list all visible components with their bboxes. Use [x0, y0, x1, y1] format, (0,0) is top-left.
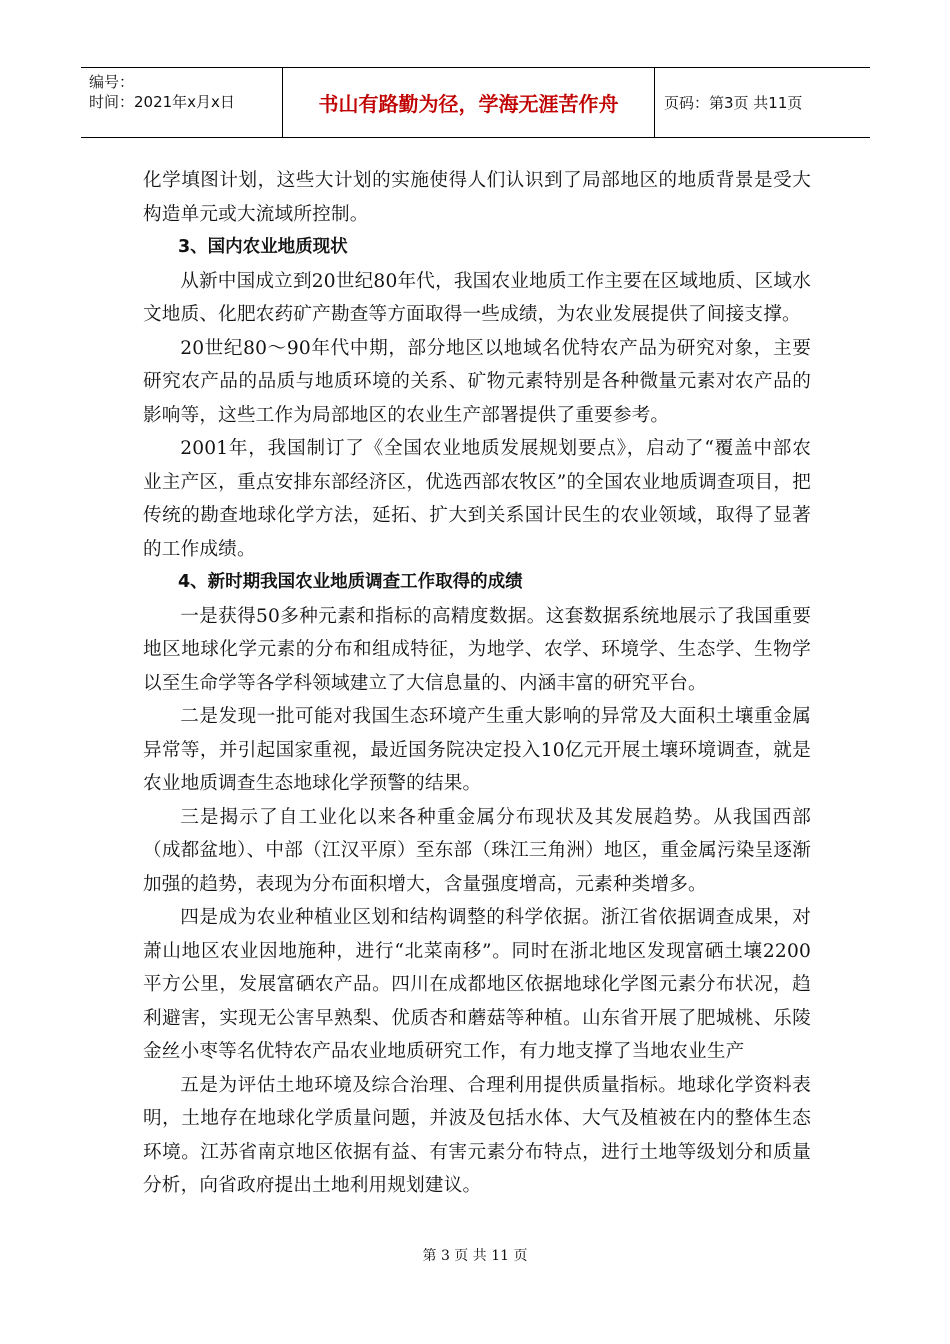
paragraph: 从新中国成立到20世纪80年代，我国农业地质工作主要在区域地质、区域水文地质、化肥农药矿产勘查等方面取得一些成绩，为农业发展提供了间接支撑。 [143, 270, 811, 325]
paragraph-continued: 化学填图计划，这些大计划的实施使得人们认识到了局部地区的地质背景是受大构造单元或大流域所控制。 [143, 170, 811, 225]
paragraph: 三是揭示了自工业化以来各种重金属分布现状及其发展趋势。从我国西部（成都盆地）、中部（江汉平原）至东部（珠江三角洲）地区，重金属污染呈逐渐加强的趋势，表现为分布面积增大，含量强度增高，元素种类增多。 [143, 806, 811, 895]
document-date: 时间：2021年x月x日 [89, 93, 235, 111]
paragraph: 一是获得50多种元素和指标的高精度数据。这套数据系统地展示了我国重要地区地球化学元素的分布和组成特征，为地学、农学、环境学、生态学、生物学以至生命学等各学科领域建立了大信息量的、内涵丰富的研究平台。 [143, 605, 811, 694]
header-page-number: 页码：第3页 共11页 [664, 94, 803, 112]
header-meta [81, 68, 283, 137]
document-body [143, 164, 811, 1203]
paragraph: 二是发现一批可能对我国生态环境产生重大影响的异常及大面积土壤重金属异常等，并引起国家重视，最近国务院决定投入10亿元开展土壤环境调查，就是农业地质调查生态地球化学预警的结果。 [143, 706, 811, 794]
document-number: 编号： [89, 73, 135, 91]
paragraph: 2001年，我国制订了《全国农业地质发展规划要点》，启动了“覆盖中部农业主产区，重点安排东部经济区，优选西部农牧区”的全国农业地质调查项目，把传统的勘查地球化学方法，延拓、扩大到关系国计民生的农业领域，取得了显著的工作成绩。 [143, 438, 811, 560]
page-footer: 第 3 页 共 11 页 [422, 1248, 528, 1264]
header-motto: 书山有路勤为径，学海无涯苦作舟 [283, 68, 655, 137]
section-heading-4: 4、新时期我国农业地质调查工作取得的成绩 [178, 572, 523, 592]
paragraph: 四是成为农业种植业区划和结构调整的科学依据。浙江省依据调查成果，对萧山地区农业因地施种，进行“北菜南移”。同时在浙北地区发现富硒土壤2200平方公里，发展富硒农产品。四川在成都地区依据地球化学图元素分布状况，趋利避害，实现无公害早熟梨、优质杏和蘑菇等种植。山东省开展了肥城桃、乐陵金丝小枣等名优特农产品农业地质研究工作，有力地支撑了当地农业生产 [143, 907, 811, 1062]
paragraph: 五是为评估土地环境及综合治理、合理利用提供质量指标。地球化学资料表明，土地存在地球化学质量问题，并波及包括水体、大气及植被在内的整体生态环境。江苏省南京地区依据有益、有害元素分布特点，进行土地等级划分和质量分析，向省政府提出土地利用规划建议。 [143, 1074, 811, 1196]
paragraph: 20世纪80～90年代中期，部分地区以地域名优特农产品为研究对象，主要研究农产品的品质与地质环境的关系、矿物元素特别是各种微量元素对农产品的影响等，这些工作为局部地区的农业生产部署提供了重要参考。 [143, 337, 811, 426]
section-heading-3: 3、国内农业地质现状 [178, 237, 348, 257]
page-header [81, 67, 870, 138]
